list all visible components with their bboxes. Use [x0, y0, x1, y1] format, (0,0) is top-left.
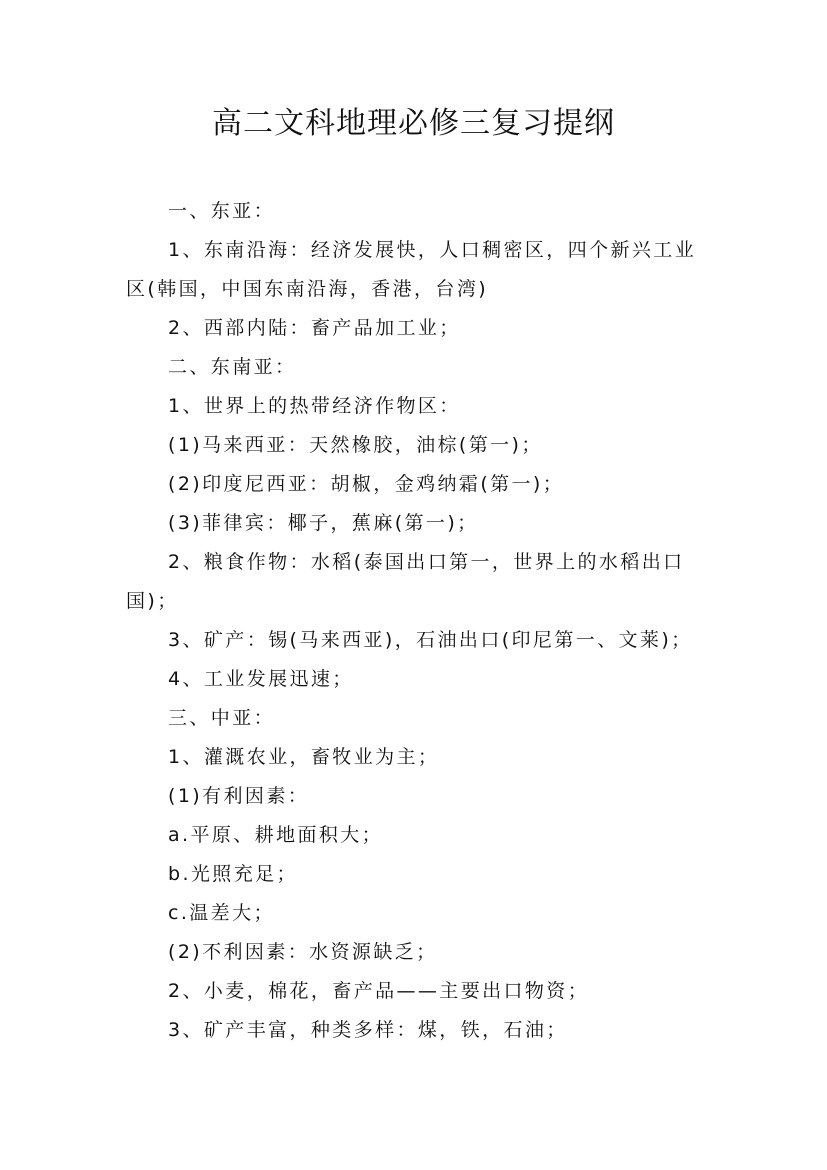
document-body [126, 192, 716, 1050]
paragraph: 3、矿产：锡(马来西亚)，石油出口(印尼第一、文莱)； [168, 629, 693, 651]
paragraph: (2)不利因素：水资源缺乏； [168, 941, 438, 963]
paragraph: 2、小麦，棉花，畜产品——主要出口物资； [168, 980, 590, 1002]
paragraph: c.温差大； [168, 902, 275, 924]
paragraph: 2、西部内陆：畜产品加工业； [168, 317, 461, 339]
paragraph: 三、中亚： [168, 707, 276, 729]
paragraph: 1、东南沿海：经济发展快，人口稠密区，四个新兴工业区(韩国，中国东南沿海，香港，台湾) [126, 239, 697, 300]
paragraph: 3、矿产丰富，种类多样：煤，铁，石油； [168, 1019, 568, 1041]
paragraph: (1)马来西亚：天然橡胶，油棕(第一)； [168, 434, 543, 456]
paragraph: a.平原、耕地面积大； [168, 824, 384, 846]
paragraph: (1)有利因素： [168, 785, 310, 807]
paragraph: 一、东亚： [168, 200, 276, 222]
paragraph: b.光照充足； [168, 863, 298, 885]
paragraph: 2、粮食作物：水稻(泰国出口第一，世界上的水稻出口国)； [126, 551, 685, 612]
paragraph: 4、工业发展迅速； [168, 668, 354, 690]
paragraph: 二、东南亚： [168, 356, 297, 378]
paragraph: (2)印度尼西亚：胡椒，金鸡纳霜(第一)； [168, 473, 565, 495]
paragraph: 1、世界上的热带经济作物区： [168, 395, 461, 417]
document-title: 高二文科地理必修三复习提纲 [212, 106, 615, 141]
paragraph: 1、灌溉农业，畜牧业为主； [168, 746, 440, 768]
paragraph: (3)菲律宾：椰子，蕉麻(第一)； [168, 512, 479, 534]
